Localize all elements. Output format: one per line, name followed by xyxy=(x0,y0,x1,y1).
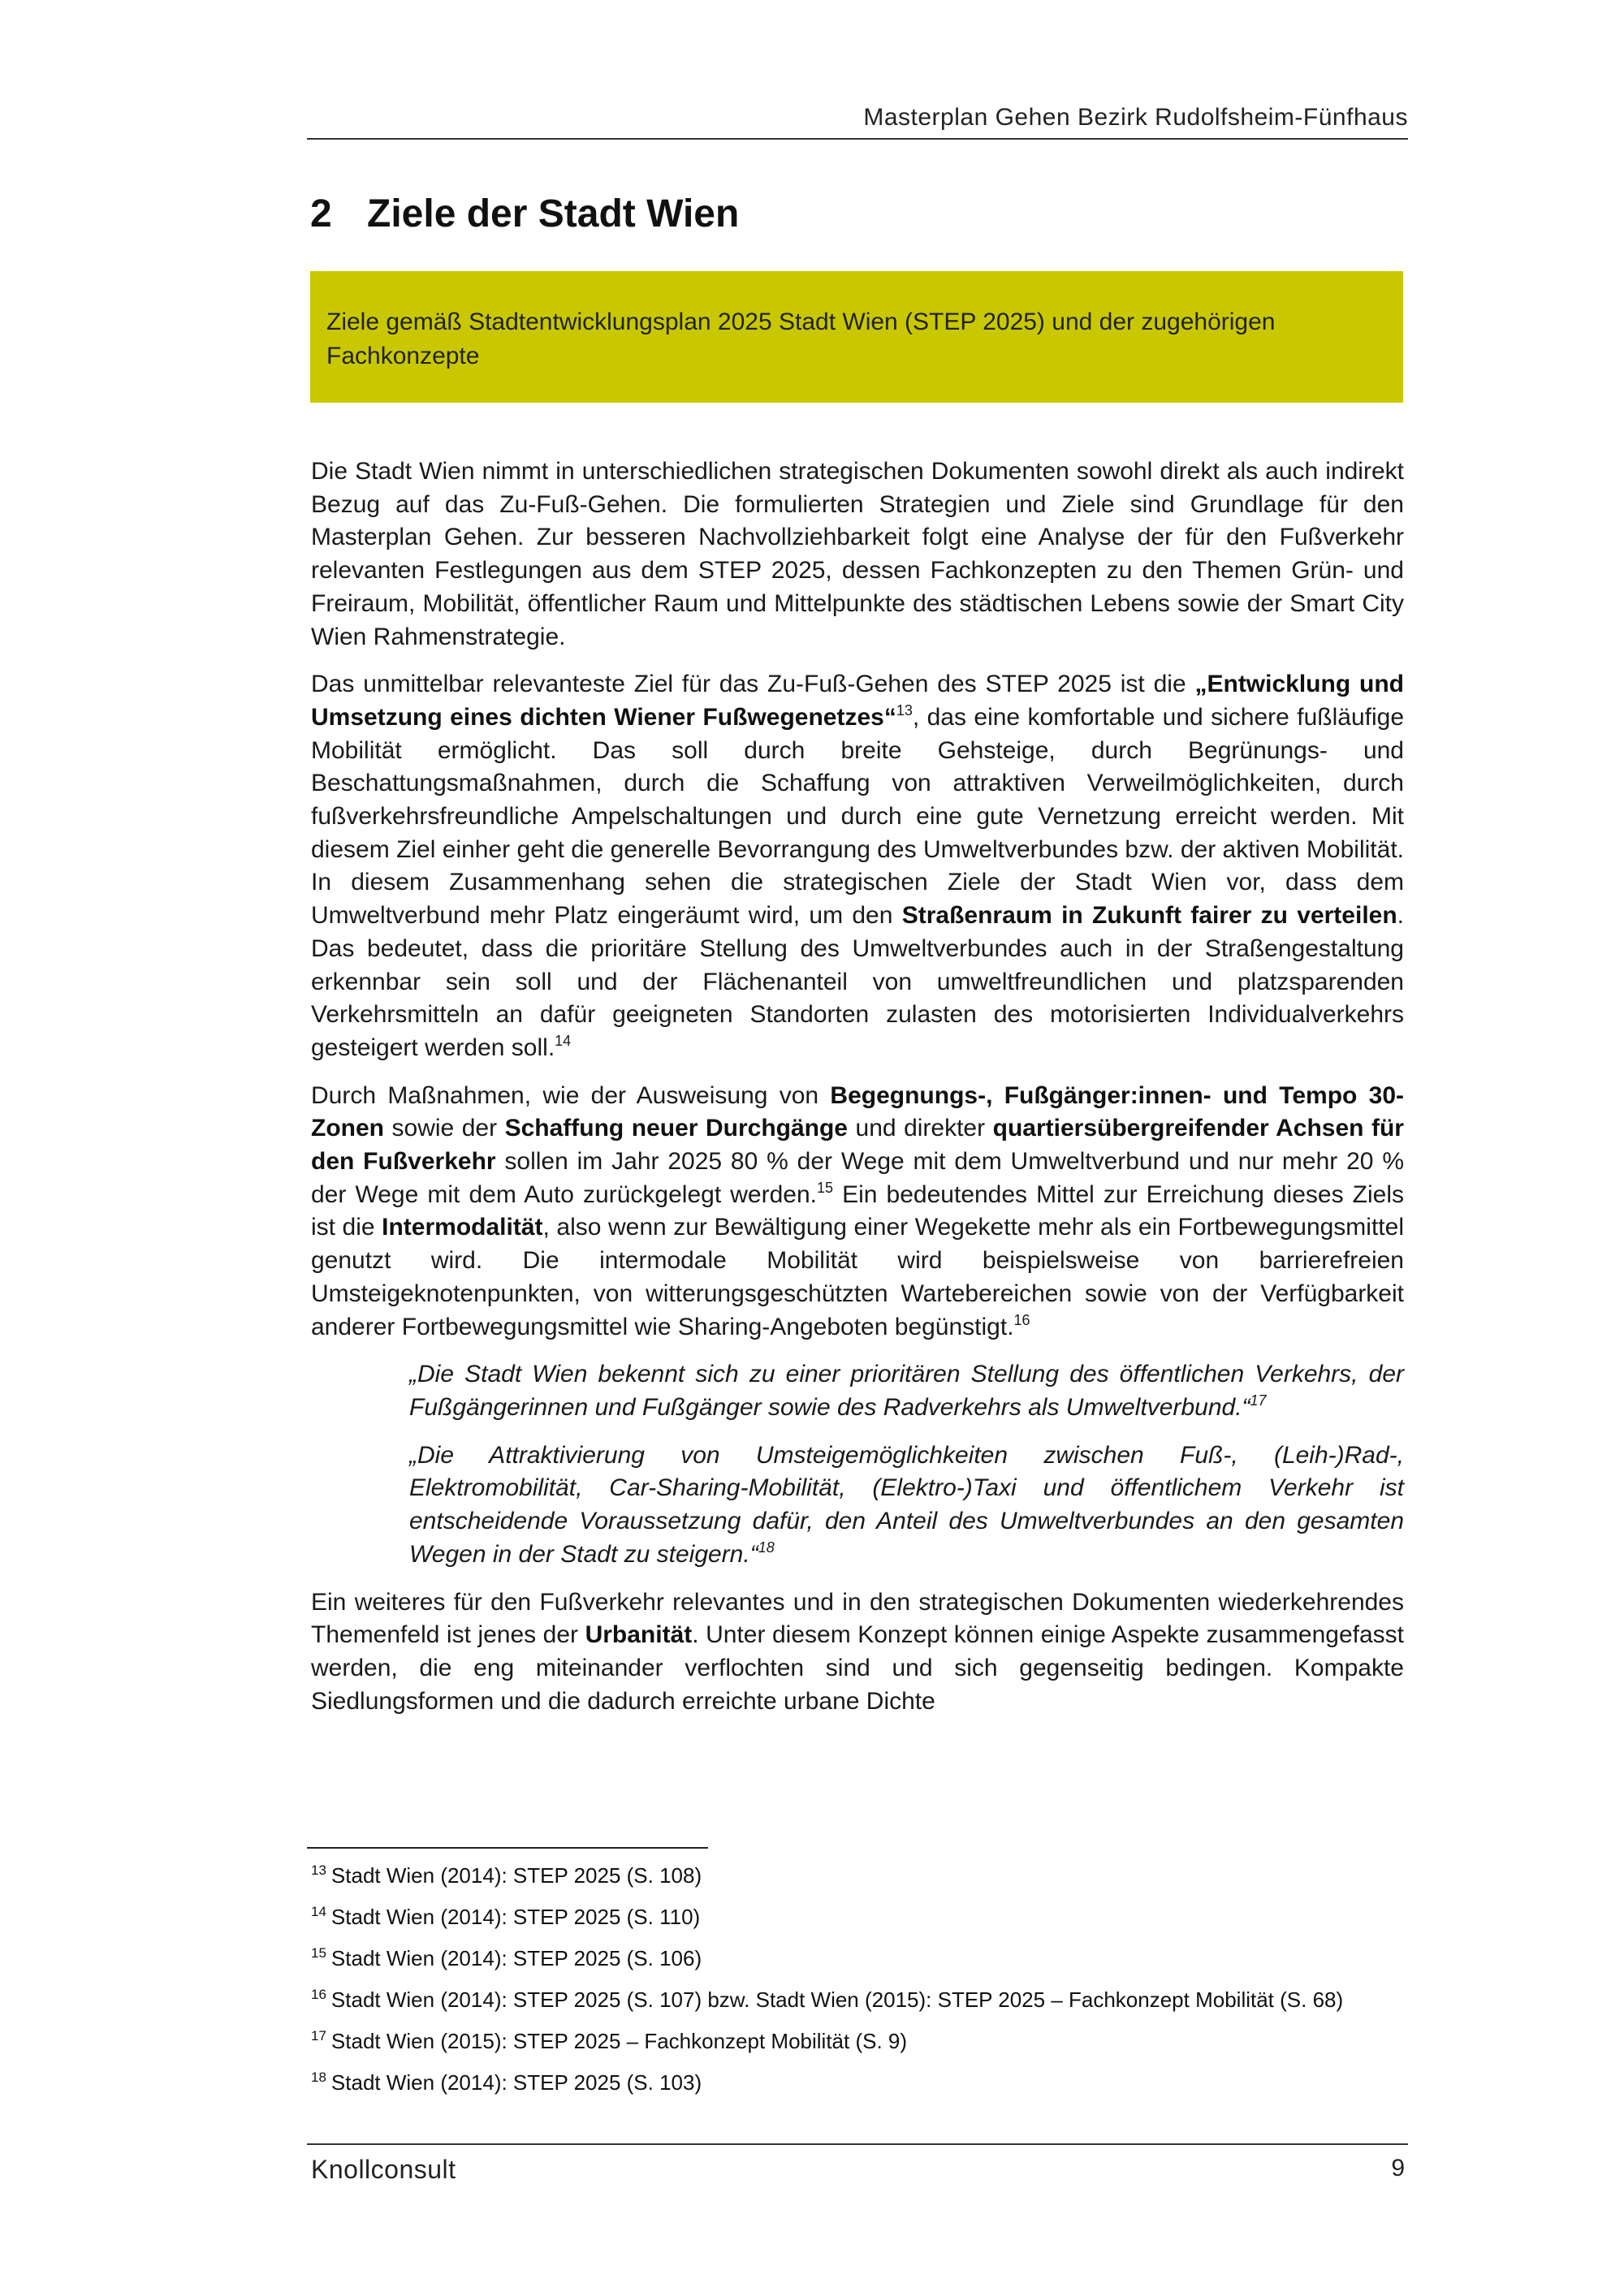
chapter-number: 2 xyxy=(310,192,332,235)
footnote-ref-18[interactable]: 18 xyxy=(758,1539,775,1556)
paragraph-4: Ein weiteres für den Fußverkehr relevantes und in den strategischen Dokumenten wiederkehrendes Themenfeld ist jenes der Urbanität. Unter diesem Konzept können einige Aspekte zusammengefasst werden, die eng miteinander verflochten sind und sich gegenseitig bedingen. Kompakte Siedlungsformen und die dadurch erreichte urbane Dichte xyxy=(311,1588,1405,1715)
footnote-18: $^{18}$ Stadt Wien (2014): STEP 2025 (S. 103) xyxy=(311,2069,702,2095)
footnote-divider xyxy=(307,1847,708,1849)
footnote-ref-14[interactable]: 14 xyxy=(555,1032,572,1049)
quote-1: „Die Stadt Wien bekennt sich zu einer prioritären Stellung des öffentlichen Verkehrs, der Fußgängerinnen und Fußgänger sowie des Radverkehrs als Umweltverbund.“$^{17}$ xyxy=(409,1361,1404,1421)
emphasis-urbanitaet: Urbanität xyxy=(585,1621,693,1649)
quote-2: „Die Attraktivierung von Umsteigemöglichkeiten zwischen Fuß-, (Leih-)Rad-, Elektromobilität, Car-Sharing-Mobilität, (Elektro-)Taxi und öffentlichem Verkehr ist entscheidende Voraussetzung dafür, den Anteil des Umweltverbundes an den gesamten Wegen in der Stadt zu steigern.“$^{18}$ xyxy=(409,1441,1404,1568)
footer-author: Knollconsult xyxy=(311,2155,456,2184)
footnote-13: $^{13}$ Stadt Wien (2014): STEP 2025 (S. 108) xyxy=(311,1862,702,1888)
paragraph-3: Durch Maßnahmen, wie der Ausweisung von Begegnungs-, Fußgänger:innen- und Tempo 30-Zonen sowie der Schaffung neuer Durchgänge und direkter quartiersübergreifender Achsen für den Fußverkehr sollen im Jahr 2025 80 % der Wege mit dem Umweltverbund und nur mehr 20 % der Wege mit dem Auto zurückgelegt werden.$^{15}$ Ein bedeutendes Mittel zur Erreichung dieses Ziels ist die Intermodalität, also wenn zur Bewältigung einer Wegekette mehr als ein Fortbewegungsmittel genutzt wird. Die intermodale Mobilität wird beispielsweise von barrierefreien Umsteigeknotenpunkten, von witterungsgeschützten Wartebereichen sowie von der Verfügbarkeit anderer Fortbewegungsmittel wie Sharing-Angeboten begünstigt.$^{16}$ xyxy=(311,1081,1405,1340)
footnote-ref-15[interactable]: 15 xyxy=(816,1179,834,1196)
emphasis-fusswegenetz: „Entwicklung und Umsetzung eines dichten Wiener Fußwegenetzes“ xyxy=(311,671,1404,731)
body-text xyxy=(311,455,1404,1733)
footnote-ref-17[interactable]: 17 xyxy=(1250,1392,1267,1409)
emphasis-achsen: quartiersübergreifender Achsen für den Fußverkehr xyxy=(311,1115,1404,1176)
emphasis-intermodalitaet: Intermodalität xyxy=(382,1214,543,1241)
paragraph-2: Das unmittelbar relevanteste Ziel für das Zu-Fuß-Gehen des STEP 2025 ist die „Entwicklung und Umsetzung eines dichten Wiener Fußwegenetzes“$^{13}$, das eine komfortable und sichere fußläufige Mobilität ermöglicht. Das soll durch breite Gehsteige, durch Begrünungs- und Beschattungsmaßnahmen, durch die Schaffung von attraktiven Verweilmöglichkeiten, durch fußverkehrsfreundliche Ampelschaltungen und durch eine gute Vernetzung erreicht werden. Mit diesem Ziel einher geht die generelle Bevorrangung des Umweltverbundes bzw. der aktiven Mobilität. In diesem Zusammenhang sehen die strategischen Ziele der Stadt Wien vor, dass dem Umweltverbund mehr Platz eingeräumt wird, um den Straßenraum in Zukunft fairer zu verteilen. Das bedeutet, dass die prioritäre Stellung des Umweltverbundes auch in der Straßengestaltung erkennbar sein soll und der Flächenanteil von umweltfreundlichen und platzsparenden Verkehrsmitteln an dafür geeigneten Standorten zulasten des motorisierten Individualverkehrs gesteigert werden soll.$^{14}$ xyxy=(311,671,1405,1061)
footer-divider xyxy=(307,2143,1408,2145)
paragraph-1: Die Stadt Wien nimmt in unterschiedlichen strategischen Dokumenten sowohl direkt als auch indirekt Bezug auf das Zu-Fuß-Gehen. Die formulierten Strategien und Ziele sind Grundlage für den Masterplan Gehen. Zur besseren Nachvollziehbarkeit folgt eine Analyse der für den Fußverkehr relevanten Festlegungen aus dem STEP 2025, dessen Fachkonzepten zu den Themen Grün- und Freiraum, Mobilität, öffentlicher Raum und Mittelpunkte des städtischen Lebens sowie der Smart City Wien Rahmenstrategie. xyxy=(311,458,1404,650)
highlight-box-text: Ziele gemäß Stadtentwicklungsplan 2025 Stadt Wien (STEP 2025) und der zugehörigen Fachkonzepte xyxy=(326,309,1276,369)
emphasis-strassenraum: Straßenraum in Zukunft fairer zu verteilen xyxy=(901,902,1397,930)
footnote-16: $^{16}$ Stadt Wien (2014): STEP 2025 (S. 107) bzw. Stadt Wien (2015): STEP 2025 – Fachkonzept Mobilität (S. 68) xyxy=(311,1987,1344,2012)
header-divider xyxy=(307,138,1408,140)
chapter-title: Ziele der Stadt Wien xyxy=(367,192,740,235)
footnote-ref-16[interactable]: 16 xyxy=(1013,1311,1030,1328)
highlight-box xyxy=(310,271,1403,403)
page-number: 9 xyxy=(1391,2155,1405,2182)
footnote-ref-13[interactable]: 13 xyxy=(896,701,913,719)
emphasis-durchgaenge: Schaffung neuer Durchgänge xyxy=(504,1115,848,1142)
running-header: Masterplan Gehen Bezirk Rudolfsheim-Fünfhaus xyxy=(863,104,1408,131)
footnote-17: $^{17}$ Stadt Wien (2015): STEP 2025 – Fachkonzept Mobilität (S. 9) xyxy=(311,2028,908,2053)
footnote-14: $^{14}$ Stadt Wien (2014): STEP 2025 (S. 110) xyxy=(311,1904,701,1929)
emphasis-zonen: Begegnungs-, Fußgänger:innen- und Tempo 30-Zonen xyxy=(311,1081,1404,1142)
footnote-15: $^{15}$ Stadt Wien (2014): STEP 2025 (S. 106) xyxy=(311,1945,702,1970)
footnotes xyxy=(311,1855,1404,2104)
chapter-heading xyxy=(310,192,739,236)
